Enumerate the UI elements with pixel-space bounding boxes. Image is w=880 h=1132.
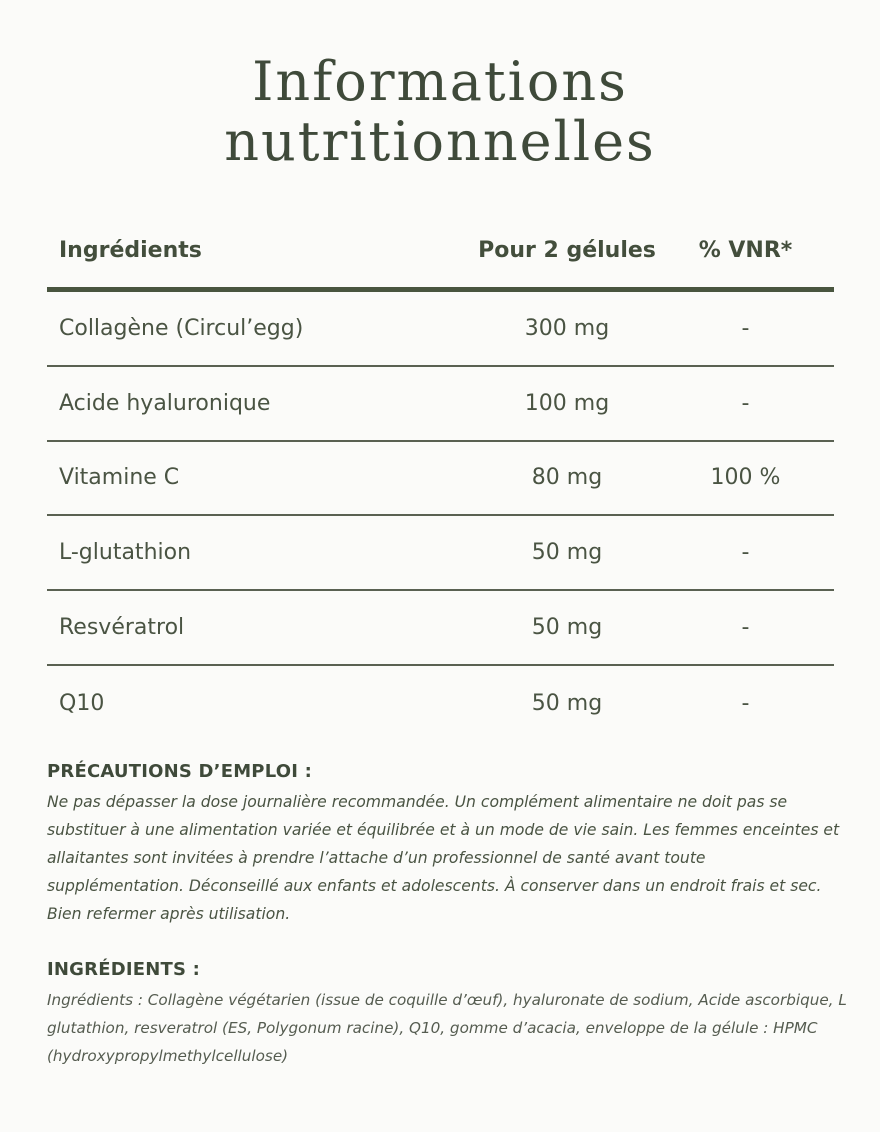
table-row [47, 666, 834, 741]
ingredient-name: Resvératrol [59, 615, 185, 641]
page-title [0, 52, 880, 172]
ingredient-vnr: - [741, 615, 750, 641]
table-row [47, 442, 834, 517]
ingredients-heading: INGRÉDIENTS : [47, 959, 200, 980]
ingredient-amount: 50 mg [531, 690, 603, 716]
ingredient-amount: 50 mg [531, 615, 603, 641]
ingredient-name: Acide hyaluronique [59, 390, 271, 416]
ingredient-name: L-glutathion [59, 540, 192, 566]
title-line-2: nutritionnelles [224, 110, 656, 173]
ingredient-vnr: - [741, 390, 750, 416]
ingredients-section [47, 959, 847, 1070]
nutrition-table [47, 214, 834, 741]
ingredient-vnr: - [741, 315, 750, 341]
header-amount: Pour 2 gélules [478, 238, 656, 263]
table-row [47, 516, 834, 591]
table-row [47, 367, 834, 442]
ingredient-amount: 80 mg [531, 465, 603, 491]
header-ingredients: Ingrédients [59, 238, 202, 263]
title-line-1: Informations [252, 50, 628, 113]
header-vnr: % VNR* [698, 238, 793, 263]
ingredient-name: Vitamine C [59, 465, 180, 491]
table-row [47, 591, 834, 666]
precautions-text: Ne pas dépasser la dose journalière recommandée. Un complément alimentaire ne doit pas se substituer à une alimentation variée et équilibrée et à un mode de vie sain. Les femmes enceintes et allaitantes sont invitées à prendre l’attache d’un professionnel de santé avant toute supplémentation. Déconseillé aux enfants et adolescents. À conserver dans un endroit frais et sec. Bien refermer après utilisation. [47, 793, 840, 923]
ingredient-amount: 300 mg [524, 315, 610, 341]
ingredients-text: Ingrédients : Collagène végétarien (issue de coquille d’œuf), hyaluronate de sodium, Acide ascorbique, L glutathion, resveratrol (ES, Polygonum racine), Q10, gomme d’acacia, enveloppe de la gélule : HPMC (hydroxypropylmethylcellulose) [47, 991, 847, 1065]
precautions-heading: PRÉCAUTIONS D’EMPLOI : [47, 761, 312, 782]
ingredient-vnr: - [741, 540, 750, 566]
table-row [47, 292, 834, 367]
ingredient-amount: 50 mg [531, 540, 603, 566]
ingredient-vnr: 100 % [710, 465, 781, 491]
ingredient-amount: 100 mg [524, 390, 610, 416]
ingredient-name: Q10 [59, 690, 105, 716]
precautions-section [47, 761, 847, 928]
table-header [47, 214, 834, 292]
ingredient-vnr: - [741, 690, 750, 716]
ingredient-name: Collagène (Circul’egg) [59, 315, 304, 341]
